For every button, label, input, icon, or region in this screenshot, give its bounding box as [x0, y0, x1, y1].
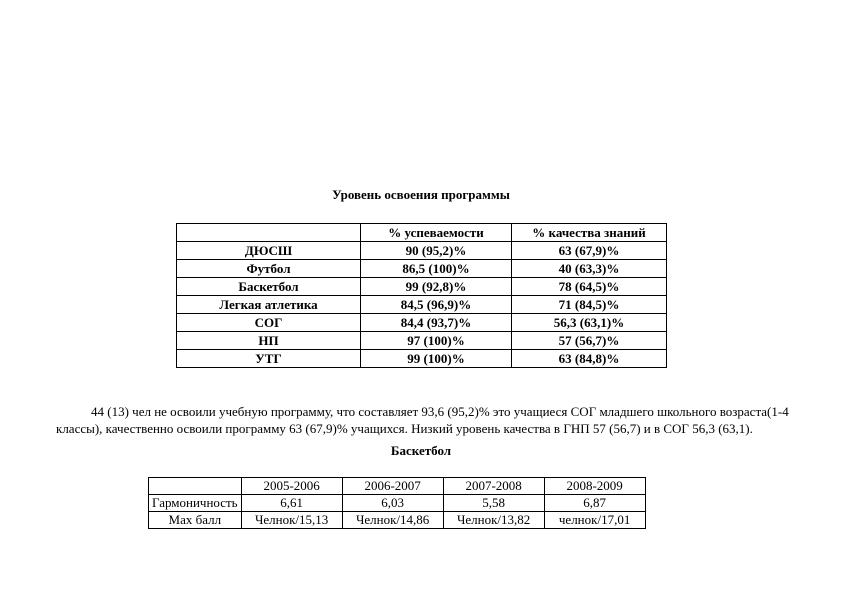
table-cell: 84,5 (96,9)% [361, 296, 512, 314]
table-cell: 99 (100)% [361, 350, 512, 368]
table-row [177, 332, 667, 350]
table-cell: 40 (63,3)% [512, 260, 667, 278]
table-cell: УТГ [177, 350, 361, 368]
table-cell: Легкая атлетика [177, 296, 361, 314]
table2-title: Баскетбол [390, 443, 452, 458]
table-cell: 5,58 [443, 495, 544, 512]
header-cell [149, 478, 242, 495]
table-cell: 6,61 [241, 495, 342, 512]
table-cell: 6,87 [544, 495, 645, 512]
table-cell: Футбол [177, 260, 361, 278]
table-cell: Баскетбол [177, 278, 361, 296]
table-cell: Челнок/14,86 [342, 512, 443, 529]
table-header-row [177, 224, 667, 242]
table-row [177, 296, 667, 314]
program-mastery-table [176, 223, 667, 368]
header-cell: % качества знаний [512, 224, 667, 242]
table-cell: 78 (64,5)% [512, 278, 667, 296]
header-cell: 2007-2008 [443, 478, 544, 495]
header-cell: 2008-2009 [544, 478, 645, 495]
table-cell: челнок/17,01 [544, 512, 645, 529]
table-cell: Челнок/15,13 [241, 512, 342, 529]
table-cell: 99 (92,8)% [361, 278, 512, 296]
header-cell: % успеваемости [361, 224, 512, 242]
table-cell: 84,4 (93,7)% [361, 314, 512, 332]
table-cell: Челнок/13,82 [443, 512, 544, 529]
table-cell: 56,3 (63,1)% [512, 314, 667, 332]
table-cell: 63 (67,9)% [512, 242, 667, 260]
table-cell: 90 (95,2)% [361, 242, 512, 260]
table-cell: НП [177, 332, 361, 350]
table-row [177, 314, 667, 332]
table-row [149, 495, 646, 512]
table-cell: Гармоничность [149, 495, 242, 512]
basketball-table [148, 477, 646, 529]
table-cell: СОГ [177, 314, 361, 332]
table-cell: ДЮСШ [177, 242, 361, 260]
table-header-row [149, 478, 646, 495]
table-row [177, 278, 667, 296]
table-cell: 63 (84,8)% [512, 350, 667, 368]
table-cell: 6,03 [342, 495, 443, 512]
summary-paragraph: 44 (13) чел не освоили учебную программу, что составляет 93,6 (95,2)% это учащиеся СОГ младшего школьного возраста(1-4 классы), качественно освоили программу 63 (67,9)% учащихся. Низкий уровень качества в ГНП 57 (56,7) и в СОГ 56,3 (63,1). [56, 404, 789, 436]
table-cell: 97 (100)% [361, 332, 512, 350]
header-cell: 2005-2006 [241, 478, 342, 495]
header-cell: 2006-2007 [342, 478, 443, 495]
table-cell: Мах балл [149, 512, 242, 529]
table-row [177, 242, 667, 260]
table-row [177, 350, 667, 368]
table-cell: 71 (84,5)% [512, 296, 667, 314]
header-cell [177, 224, 361, 242]
table-row [177, 260, 667, 278]
table1-title: Уровень освоения программы [332, 187, 510, 202]
table-cell: 57 (56,7)% [512, 332, 667, 350]
table-cell: 86,5 (100)% [361, 260, 512, 278]
table-row [149, 512, 646, 529]
